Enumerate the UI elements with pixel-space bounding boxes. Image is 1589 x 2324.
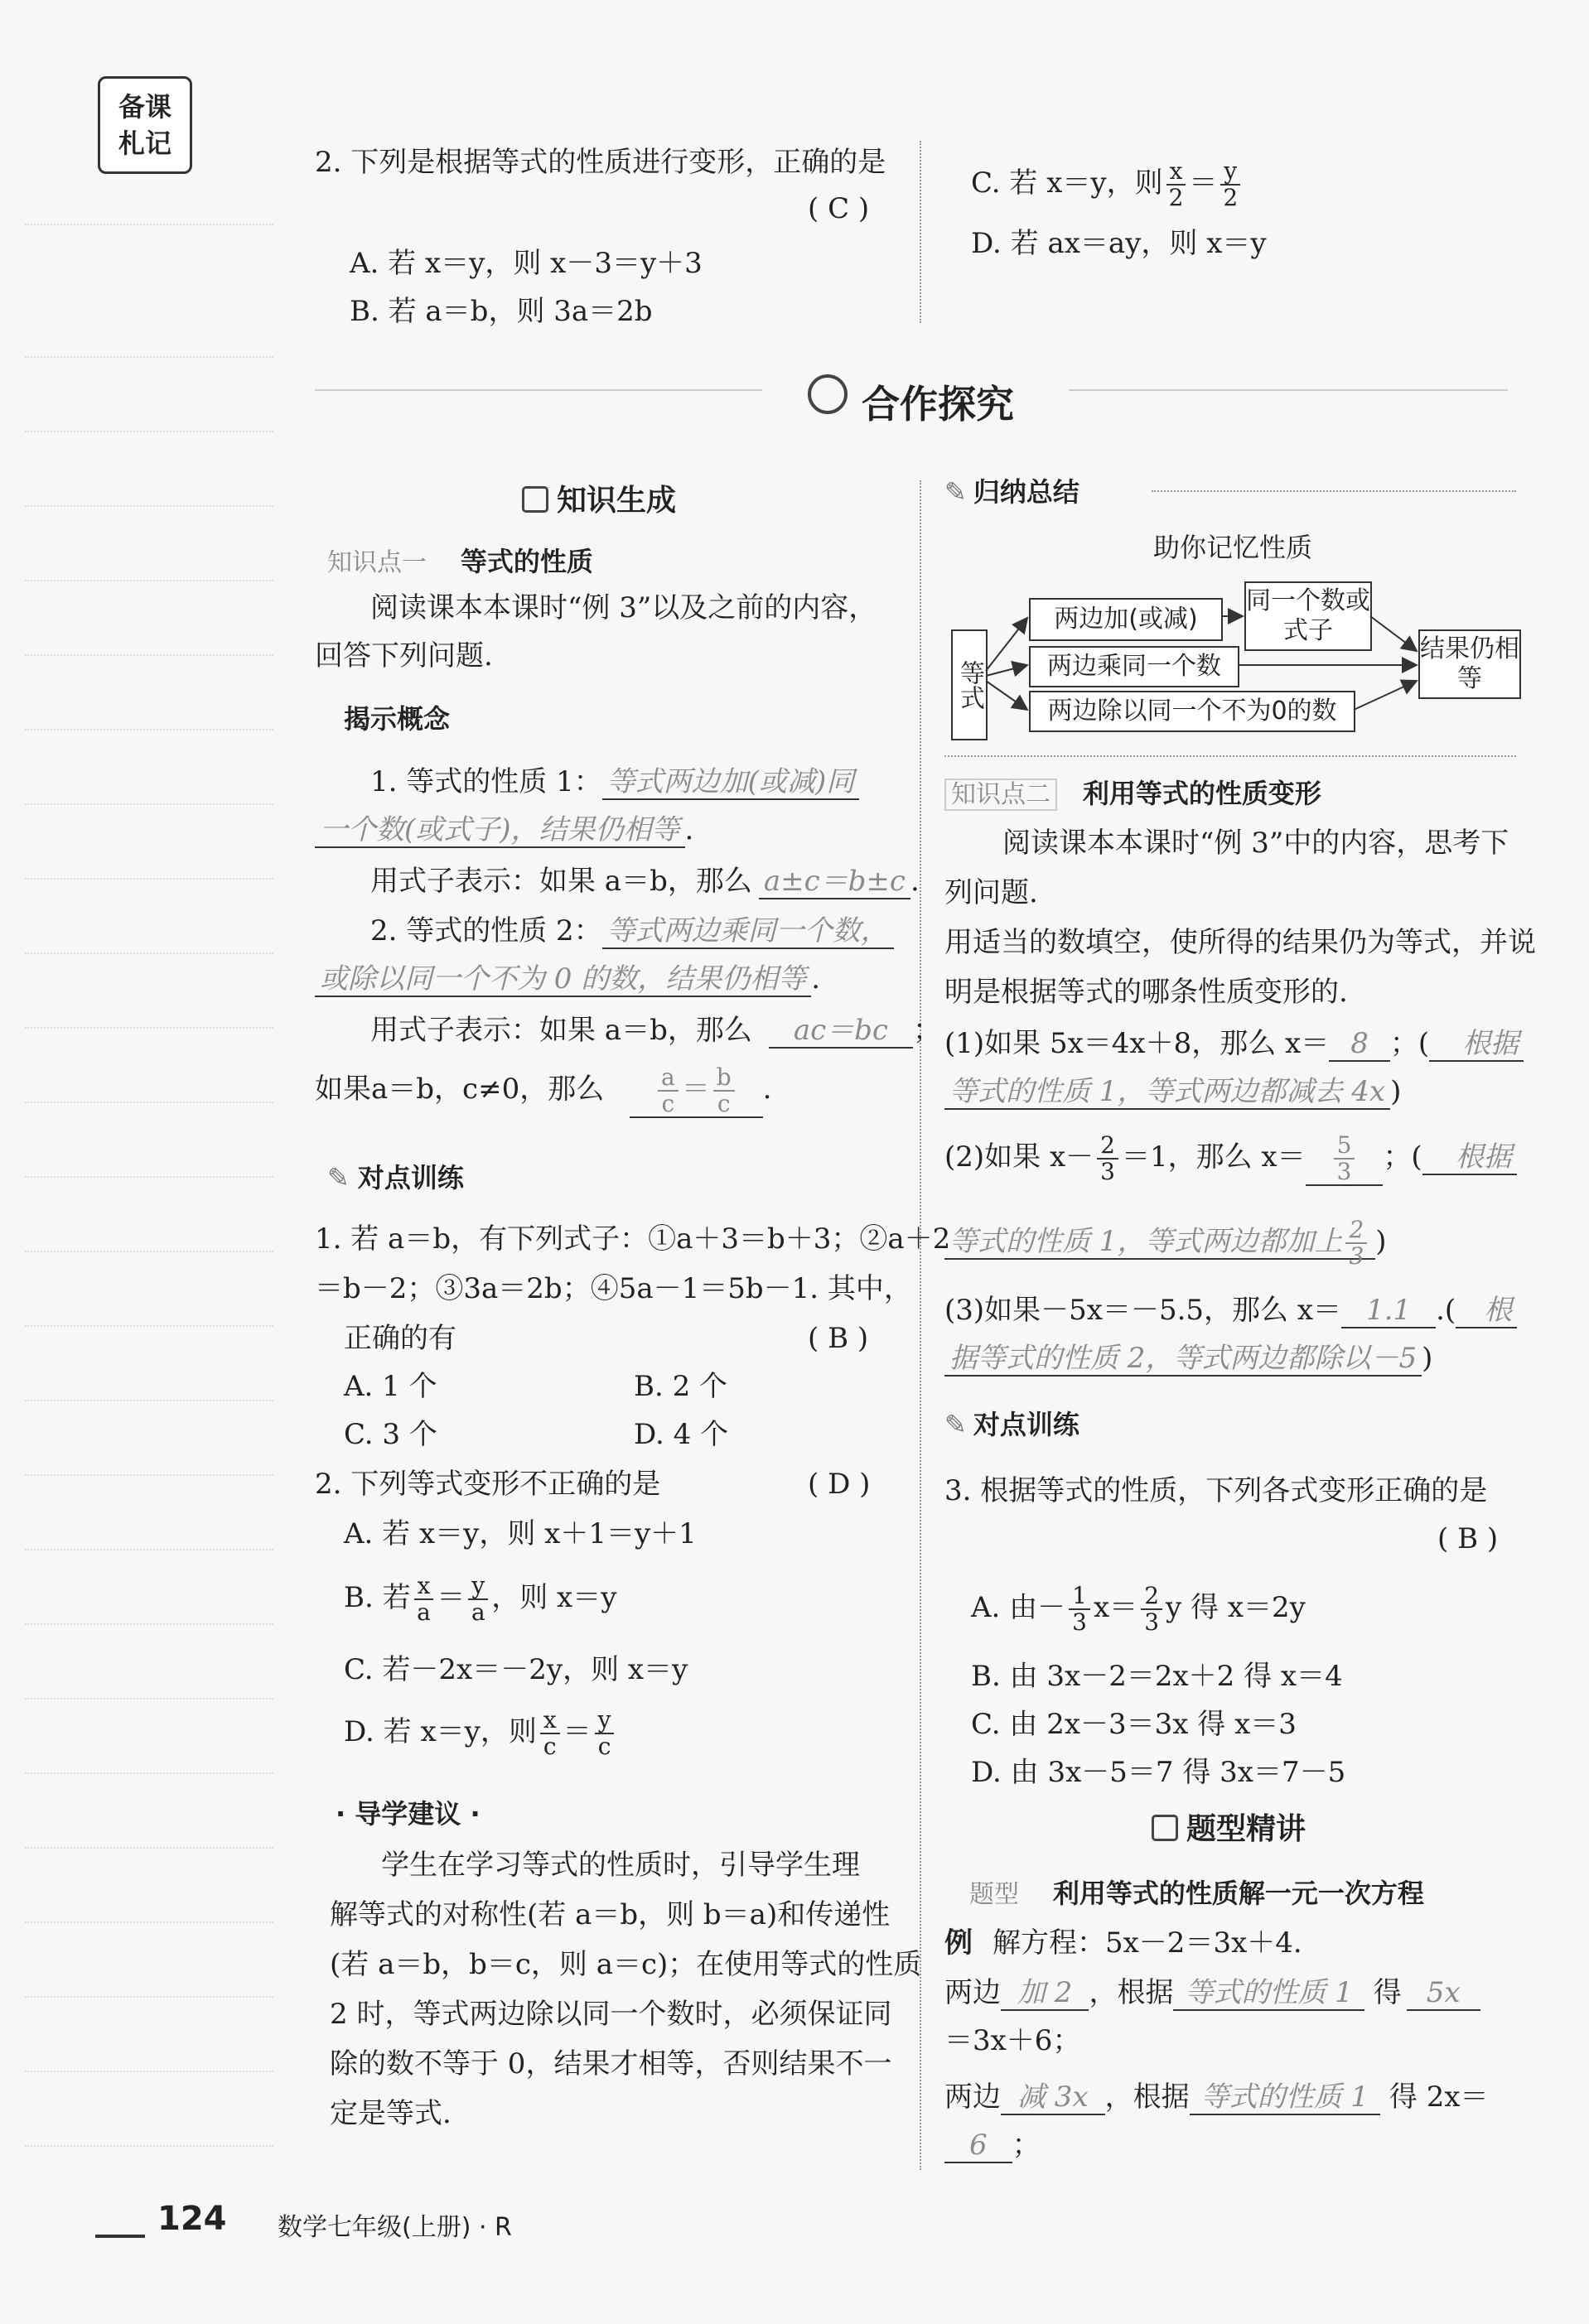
property2-line2: 或除以同一个不为 0 的数，结果仍相等 . (315, 956, 820, 1002)
kp2-title: 利用等式的性质变形 (1082, 778, 1321, 809)
guide-line: (若 a＝b，b＝c，则 a＝c)；在使用等式的性质 (330, 1948, 922, 1981)
training-heading-left: ✎ 对点训练 (327, 1162, 464, 1193)
guide-title: · 导学建议 · (336, 1798, 481, 1830)
step1-answer1: 加 2 (1001, 1976, 1089, 2011)
property2-expr-answer: ac＝bc (769, 1014, 913, 1049)
kp2-read2: 列问题. (944, 876, 1038, 909)
rq3-line2: 据等式的性质 2，等式两边都除以－5 ) (944, 1335, 1432, 1381)
pencil-icon: ✎ (944, 1409, 967, 1440)
fraction: $\frac{x}{2}$ (1166, 159, 1186, 210)
property2-fraction-answer: $\frac{a}{c}$ ＝ $\frac{b}{c}$ (630, 1065, 763, 1118)
training-heading-right: ✎ 对点训练 (944, 1409, 1079, 1440)
guide-text (330, 1840, 922, 2138)
diagram-arrows (0, 0, 1589, 745)
t2-answer: ( D ) (808, 1468, 871, 1501)
rq1: (1)如果 5x＝4x＋8，那么 x＝ 8 ；( 根据 (944, 1020, 1524, 1067)
t3-option-d: D. 由 3x－5＝7 得 3x＝7－5 (971, 1756, 1346, 1789)
t2: 2. 下列等式变形不正确的是 (315, 1468, 661, 1501)
diagram-mul-box: 两边乘同一个数 (1029, 646, 1239, 687)
doc-icon (1152, 1815, 1178, 1841)
prev-option-b: B. 若 a＝b，则 3a＝2b (350, 295, 653, 328)
step1-answer3: 5x (1407, 1976, 1480, 2011)
kp1-title: 等式的性质 (460, 546, 593, 577)
property1-expr: 用式子表示：如果 a＝b，那么 a±c＝b±c . (370, 865, 920, 898)
rq3-reason-line2: 据等式的性质 2，等式两边都除以－5 (944, 1342, 1422, 1377)
t1-line2: ＝b－2；③3a＝2b；④5a－1＝5b－1. 其中， (315, 1272, 912, 1305)
type-tag: 题型 (969, 1880, 1019, 1909)
t3-option-b: B. 由 3x－2＝2x＋2 得 x＝4 (971, 1660, 1343, 1693)
t3-option-a: A. 由－ $\frac{1}{3}$ x＝ $\frac{2}{3}$ y 得 x＝2y (971, 1582, 1306, 1636)
t2-option-b: B. 若 $\frac{x}{a}$ ＝ $\frac{y}{a}$ ，则 x＝y (344, 1572, 617, 1626)
pencil-icon: ✎ (944, 476, 967, 508)
t3: 3. 根据等式的性质，下列各式变形正确的是 (944, 1474, 1488, 1507)
rq1-reason-line2: 等式的性质 1，等式两边都减去 4x (944, 1075, 1390, 1110)
t1-line3: 正确的有 (344, 1322, 456, 1355)
stamp-line2: 札记 (118, 128, 171, 159)
step1: 两边 加 2 ，根据 等式的性质 1 得 5x (944, 1970, 1480, 2016)
rq2-reason: 根据 (1422, 1140, 1517, 1175)
t1-option-a: A. 1 个 (344, 1370, 437, 1403)
step2: 两边 减 3x ，根据 等式的性质 1 得 2x＝ (944, 2081, 1489, 2114)
property2-expr2: 如果a＝b，c≠0，那么 $\frac{a}{c}$ ＝ $\frac{b}{c}$ . (315, 1063, 772, 1117)
diagram-title: 助你记忆性质 (1153, 532, 1313, 563)
rq2-reason-line2: 等式的性质 1，等式两边都加上 $\frac{2}{3}$ (944, 1225, 1375, 1260)
type-heading: 题型精讲 (1152, 1806, 1306, 1848)
property2-expr: 用式子表示：如果 a＝b，那么 ac＝bc ； (370, 1014, 941, 1047)
property2: 2. 等式的性质 2： 等式两边乘同一个数， (370, 908, 894, 954)
guide-line: 除的数不等于 0，结果才相等，否则结果不一 (330, 2047, 892, 2081)
property1: 1. 等式的性质 1： 等式两边加(或减)同 (370, 759, 859, 805)
rq3-answer: 1.1 (1341, 1294, 1436, 1328)
fraction: $\frac{y}{2}$ (1220, 159, 1240, 210)
t2-option-d: D. 若 x＝y，则 $\frac{x}{c}$ ＝ $\frac{y}{c}$ (344, 1708, 617, 1759)
t3-option-c: C. 由 2x－3＝3x 得 x＝3 (971, 1708, 1297, 1741)
diagram-equation-box: 等式 (951, 629, 988, 740)
t1-option-d: D. 4 个 (634, 1418, 729, 1451)
prev-option-c: C. 若 x＝y，则 $\frac{x}{2}$ ＝ $\frac{y}{2}$ (971, 159, 1244, 210)
property2-answer-line2: 或除以同一个不为 0 的数，结果仍相等 (315, 962, 811, 997)
step1-line2: ＝3x＋6； (944, 2024, 1081, 2057)
t3-answer: ( B ) (1437, 1522, 1499, 1555)
stamp-line1: 备课 (118, 91, 171, 123)
step2-answer3: 6 (944, 2129, 1012, 2163)
footer-mark-icon (95, 2210, 145, 2238)
prev-option-d: D. 若 ax＝ay，则 x＝y (971, 227, 1267, 260)
t1-line1: 1. 若 a＝b，有下列式子：①a＋3＝b＋3；②a＋2 (315, 1222, 951, 1256)
prev-q2-answer: ( C ) (808, 192, 870, 225)
property2-answer: 等式两边乘同一个数， (602, 914, 894, 949)
example: 例 解方程：5x－2＝3x＋4. (944, 1926, 1302, 1960)
rq2-line2: 等式的性质 1，等式两边都加上 $\frac{2}{3}$ ) (944, 1217, 1387, 1269)
summary-dotted-bottom (944, 755, 1516, 757)
t1-option-b: B. 2 个 (634, 1370, 728, 1403)
rq3-reason: 根 (1456, 1294, 1517, 1328)
guide-line: 解等式的对称性(若 a＝b，则 b＝a)和传递性 (330, 1898, 891, 1931)
prev-c-text: C. 若 x＝y，则 (971, 166, 1163, 200)
rq3: (3)如果－5x＝－5.5，那么 x＝ 1.1 .( 根 (944, 1287, 1517, 1333)
guide-line: 2 时，等式两边除以同一个数时，必须保证同 (330, 1998, 892, 2031)
read-line1: 阅读课本本课时“例 3”以及之前的内容， (370, 591, 877, 624)
t1-option-c: C. 3 个 (344, 1418, 437, 1451)
kp2-read1: 阅读课本本课时“例 3”中的内容，思考下 (1002, 827, 1509, 860)
guide-line: 学生在学习等式的性质时，引导学生理 (381, 1849, 860, 1882)
property1-answer: 等式两边加(或减)同 (602, 765, 860, 800)
kp1-tag: 知识点一 (327, 548, 427, 577)
diagram-div-box: 两边除以同一个不为0的数 (1029, 691, 1355, 732)
concept-heading: 揭示概念 (344, 703, 451, 735)
knowledge-heading: 知识生成 (522, 477, 676, 519)
rq1-line2: 等式的性质 1，等式两边都减去 4x ) (944, 1068, 1401, 1115)
property1-expr-answer: a±c＝b±c (759, 865, 910, 899)
property1-answer-line2: 一个数(或式子)，结果仍相等 (315, 813, 685, 848)
step1-answer2: 等式的性质 1 (1173, 1976, 1364, 2011)
rq2-answer: $\frac{5}{3}$ (1306, 1133, 1384, 1186)
step2-answer2: 等式的性质 1 (1190, 2081, 1380, 2115)
step2-answer1: 减 3x (1001, 2081, 1105, 2115)
pencil-icon: ✎ (327, 1162, 350, 1193)
prev-option-a: A. 若 x＝y，则 x－3＝y＋3 (350, 247, 703, 280)
rq1-reason: 根据 (1429, 1027, 1524, 1062)
page-number: 124 (157, 2200, 227, 2238)
diagram-same-box: 同一个数或式子 (1244, 581, 1372, 651)
prev-q2: 2. 下列是根据等式的性质进行变形，正确的是 (315, 146, 886, 179)
diagram-add-box: 两边加(或减) (1029, 598, 1223, 641)
rq1-answer: 8 (1329, 1027, 1390, 1062)
t2-option-c: C. 若－2x＝－2y，则 x＝y (344, 1653, 688, 1686)
diagram-result-box: 结果仍相等 (1418, 629, 1521, 699)
read-line2: 回答下列问题. (315, 639, 493, 673)
step2-line2: 6 ； (944, 2122, 1041, 2168)
book-title: 数学七年级(上册) · R (278, 2213, 512, 2242)
rq2: (2)如果 x－ $\frac{2}{3}$ ＝1，那么 x＝ $\frac{5}{3}$ ；( 根据 (944, 1133, 1517, 1186)
kp2 (944, 770, 1321, 818)
property1-line2: 一个数(或式子)，结果仍相等 . (315, 807, 693, 853)
summary-heading: ✎ 归纳总结 (944, 476, 1079, 508)
type-row (944, 1870, 1424, 1918)
kp2-tag: 知识点二 (944, 779, 1057, 811)
guide-line: 定是等式. (330, 2097, 452, 2130)
type-title: 利用等式的性质解一元一次方程 (1052, 1878, 1424, 1909)
fill-line1: 用适当的数填空，使所得的结果仍为等式，并说 (944, 926, 1536, 959)
t2-option-a: A. 若 x＝y，则 x＋1＝y＋1 (344, 1517, 697, 1550)
section-title: 合作探究 (862, 382, 1014, 427)
t1-answer: ( B ) (808, 1322, 869, 1355)
fill-line2: 明是根据等式的哪条性质变形的. (944, 976, 1348, 1009)
